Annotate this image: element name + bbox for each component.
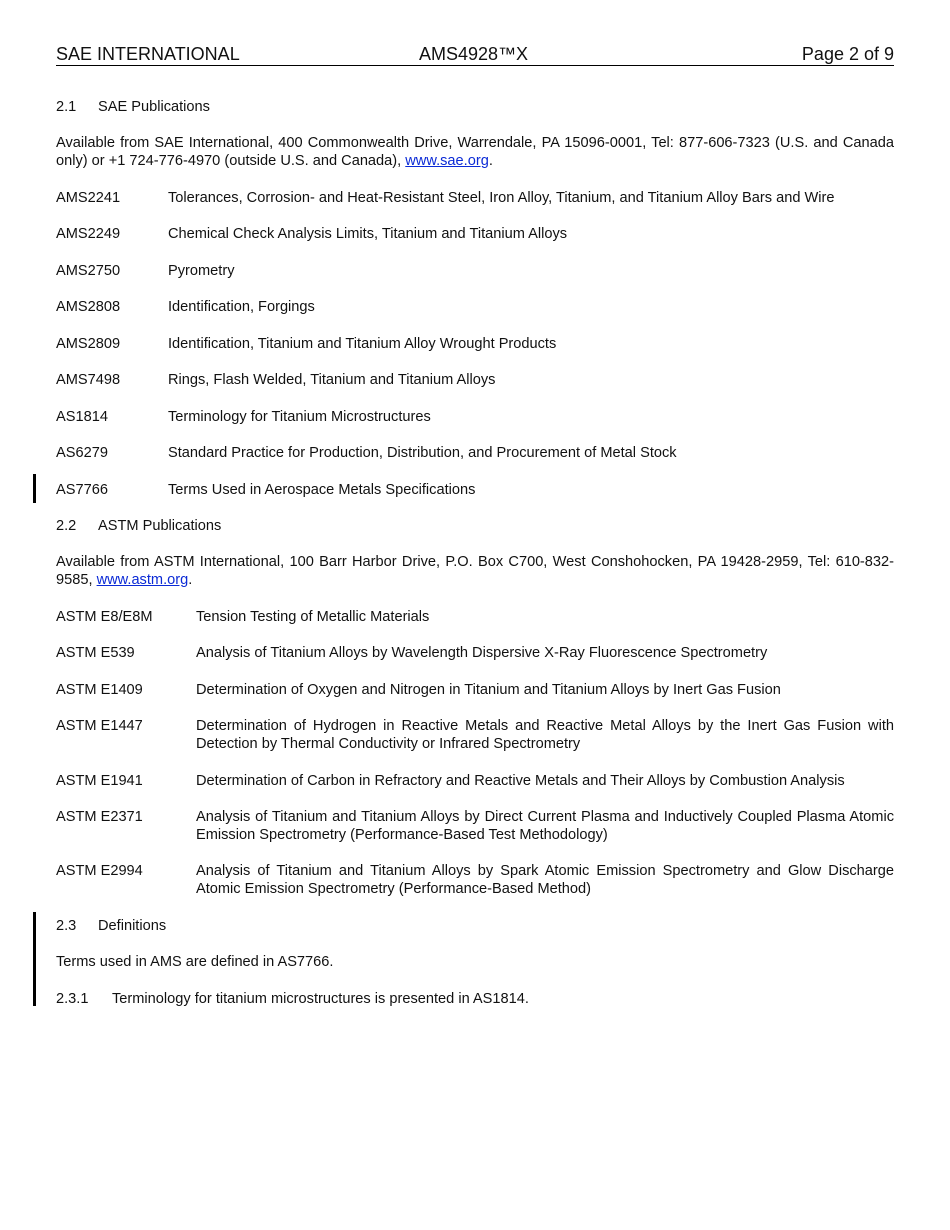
reference-code: AMS2241 bbox=[56, 190, 121, 206]
reference-title: Terms Used in Aerospace Metals Specifications bbox=[168, 482, 476, 498]
sae-website-link[interactable]: www.sae.org bbox=[405, 153, 489, 169]
reference-title: Pyrometry bbox=[168, 263, 235, 279]
definitions-paragraph: Terms used in AMS are defined in AS7766. bbox=[56, 954, 334, 970]
header-page-number: Page 2 of 9 bbox=[801, 44, 894, 64]
reference-code: AMS2809 bbox=[56, 336, 121, 352]
page-header bbox=[56, 44, 894, 66]
paragraph-end: . bbox=[488, 153, 493, 169]
section-number: 2.2 bbox=[56, 518, 77, 534]
reference-title: Identification, Forgings bbox=[168, 299, 315, 315]
reference-title: Analysis of Titanium Alloys by Wavelength Dispersive X-Ray Fluorescence Spectrometry bbox=[196, 645, 768, 661]
subsection-number: 2.3.1 bbox=[56, 991, 89, 1007]
section-number: 2.1 bbox=[56, 99, 77, 115]
reference-code: AS6279 bbox=[56, 445, 108, 461]
section-title-astm-publications: ASTM Publications bbox=[98, 518, 222, 534]
reference-code: ASTM E2371 bbox=[56, 809, 143, 825]
reference-code: AS7766 bbox=[56, 482, 108, 498]
section-number: 2.3 bbox=[56, 918, 77, 934]
reference-code: AMS2750 bbox=[56, 263, 121, 279]
reference-title: Rings, Flash Welded, Titanium and Titanium Alloys bbox=[168, 372, 496, 388]
header-org: SAE INTERNATIONAL bbox=[56, 44, 240, 64]
paragraph-end: . bbox=[188, 572, 193, 588]
reference-title: Determination of Hydrogen in Reactive Metals and Reactive Metal Alloys by the Inert Gas Fusion with Detection by Thermal Conductivity or Infrared Spectrometry bbox=[196, 718, 894, 752]
revision-change-bar bbox=[33, 912, 36, 1006]
reference-title: Standard Practice for Production, Distribution, and Procurement of Metal Stock bbox=[168, 445, 677, 461]
reference-title: Analysis of Titanium and Titanium Alloys by Direct Current Plasma and Inductively Coupled Plasma Atomic Emission Spectrometry (Performance-Based Test Methodology) bbox=[196, 809, 894, 843]
reference-title: Tolerances, Corrosion- and Heat-Resistant Steel, Iron Alloy, Titanium, and Titanium Alloy Bars and Wire bbox=[168, 190, 835, 206]
reference-code: ASTM E8/E8M bbox=[56, 609, 153, 625]
reference-title: Terminology for Titanium Microstructures bbox=[168, 409, 431, 425]
reference-code: ASTM E539 bbox=[56, 645, 135, 661]
astm-website-link[interactable]: www.astm.org bbox=[96, 572, 189, 588]
revision-change-bar bbox=[33, 474, 36, 503]
reference-title: Determination of Carbon in Refractory and Reactive Metals and Their Alloys by Combustion Analysis bbox=[196, 773, 845, 789]
section-title-sae-publications: SAE Publications bbox=[98, 99, 210, 115]
reference-code: AMS7498 bbox=[56, 372, 121, 388]
reference-code: AMS2249 bbox=[56, 226, 121, 242]
reference-code: ASTM E1409 bbox=[56, 682, 143, 698]
reference-title: Tension Testing of Metallic Materials bbox=[196, 609, 430, 625]
subsection-text: Terminology for titanium microstructures is presented in AS1814. bbox=[112, 991, 529, 1007]
astm-availability-paragraph bbox=[56, 553, 894, 589]
reference-code: ASTM E2994 bbox=[56, 863, 143, 879]
paragraph-text: Available from ASTM International, 100 Barr Harbor Drive, P.O. Box C700, West Conshohocken, PA 19428-2959, Tel: 610-832-9585, bbox=[56, 554, 894, 588]
sae-availability-paragraph bbox=[56, 134, 894, 170]
reference-title: Identification, Titanium and Titanium Alloy Wrought Products bbox=[168, 336, 557, 352]
reference-title: Analysis of Titanium and Titanium Alloys by Spark Atomic Emission Spectrometry and Glow Discharge Atomic Emission Spectrometry (Performance-Based Method) bbox=[196, 863, 894, 897]
reference-code: ASTM E1941 bbox=[56, 773, 143, 789]
reference-code: AMS2808 bbox=[56, 299, 121, 315]
section-title-definitions: Definitions bbox=[98, 918, 167, 934]
header-doc-id: AMS4928™X bbox=[419, 44, 529, 64]
paragraph-text: Available from SAE International, 400 Commonwealth Drive, Warrendale, PA 15096-0001, Tel: 877-606-7323 (U.S. and Canada only) or +1 724-776-4970 (outside U.S. and Canada), bbox=[56, 135, 894, 169]
reference-code: AS1814 bbox=[56, 409, 108, 425]
reference-code: ASTM E1447 bbox=[56, 718, 143, 734]
reference-title: Chemical Check Analysis Limits, Titanium and Titanium Alloys bbox=[168, 226, 568, 242]
reference-title: Determination of Oxygen and Nitrogen in Titanium and Titanium Alloys by Inert Gas Fusion bbox=[196, 682, 781, 698]
